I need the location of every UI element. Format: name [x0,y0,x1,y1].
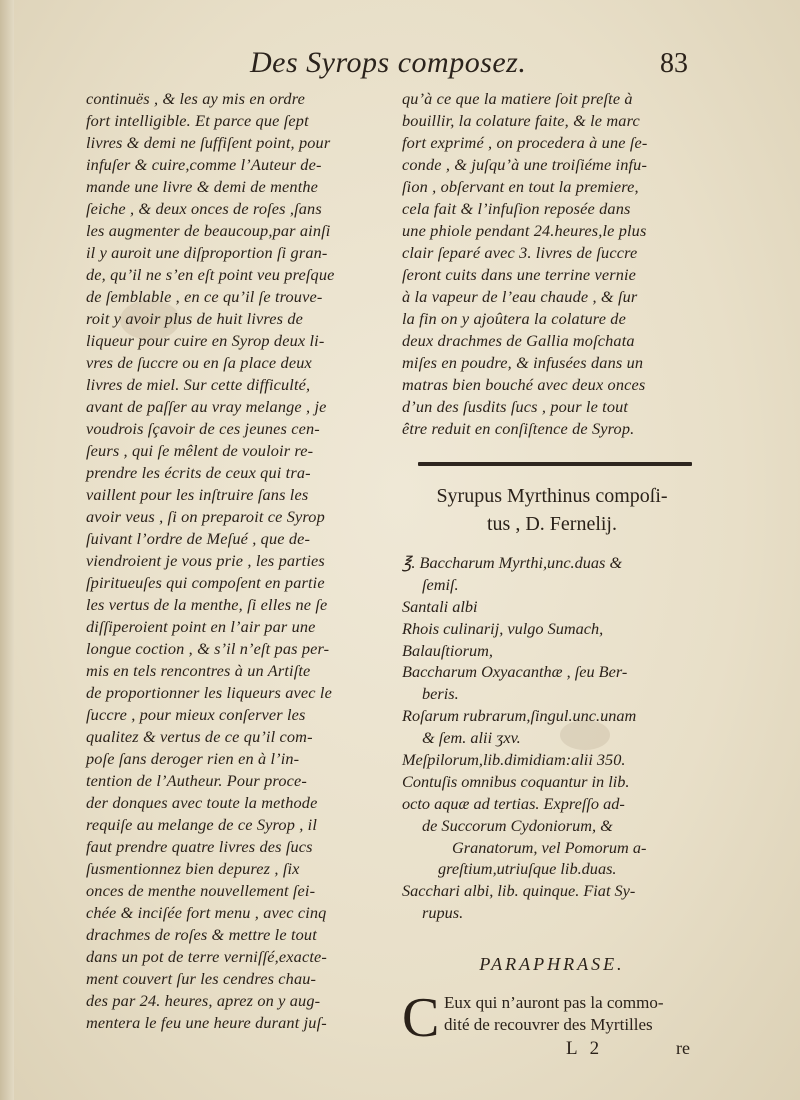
recipe-text [402,552,702,924]
recipe-line: rupus. [422,903,464,923]
recipe-line: octo aquæ ad tertias. Expreſſo ad- [402,793,625,813]
text-line: ſeiche , & deux onces de roſes ,ſans [86,199,322,218]
drop-capital: C [402,987,440,1049]
text-line: les vertus de la menthe, ſi elles ne ſe [86,595,328,614]
text-line: être reduit en conſiſtence de Syrop. [402,419,635,438]
signature-mark: L 2 [566,1038,604,1059]
text-line: ſusmentionnez bien depurez , ſix [86,859,300,878]
text-line: infuſer & cuire,comme l’Auteur de- [86,155,322,174]
text-line: ſpiritueuſes qui compoſent en partie [86,573,325,592]
text-line: mentera le feu une heure durant juſ- [86,1013,327,1032]
recipe-line: & ſem. alii ʒxv. [422,728,521,748]
text-line: d’un des ſusdits ſucs , pour le tout [402,397,629,416]
text-line: onces de menthe nouvellement ſei- [86,881,316,900]
running-title: Des Syrops composez. [250,46,527,79]
recipe-line: de Succorum Cydoniorum, & [422,815,613,835]
recipe-line: Contuſis omnibus coquantur in lib. [402,771,630,791]
text-line: liqueur pour cuire en Syrop deux li- [86,331,325,350]
text-line: requiſe au melange de ce Syrop , il [86,815,318,834]
text-line: bouillir, la colature faite, & le marc [402,111,640,130]
recipe-line: ſemiſ. [422,574,459,594]
recipe-line: Balauſtiorum, [402,640,493,660]
text-line: vres de ſuccre ou en ſa place deux [86,353,312,372]
text-line: des par 24. heures, aprez on y aug- [86,991,321,1010]
text-line: cela fait & l’infuſion reposée dans [402,199,631,218]
text-line: conde , & juſqu’à une troiſiéme infu- [402,155,648,174]
recipe-line: ℥. Baccharum Myrthi,unc.duas & [402,553,623,572]
text-line: livres & demi ne ſuffiſent point, pour [86,133,331,152]
text-line: la fin on y ajoûtera la colature de [402,309,626,328]
text-line: clair ſeparé avec 3. livres de ſuccre [402,243,638,262]
text-line: les augmenter de beaucoup,par ainſi [86,221,331,240]
text-line: avant de paſſer au vray melange , je [86,397,327,416]
text-line: vaillent pour les inſtruire ſans les [86,485,309,504]
text-line: avoir veus , ſi on preparoit ce Syrop [86,507,325,526]
text-line: une phiole pendant 24.heures,le plus [402,221,647,240]
heading-line: Syrupus Myrthinus compoſi- [436,485,668,507]
left-text-column [86,88,380,1034]
text-line: poſe ſans deroger rien en à l’in- [86,749,300,768]
recipe-line: Granatorum, vel Pomorum a- [452,837,647,857]
text-line: de, qu’il ne s’en eſt point veu preſque [86,265,335,284]
text-line: continuës , & les ay mis en ordre [86,89,305,108]
text-line: qualitez & vertus de ce qu’il com- [86,727,313,746]
recipe-line: Santali albi [402,596,478,616]
text-line: dans un pot de terre verniſſé,exacte- [86,947,327,966]
text-line: matras bien bouché avec deux onces [402,375,646,394]
text-line: ment couvert ſur les cendres chau- [86,969,317,988]
recipe-line: Roſarum rubrarum,ſingul.unc.unam [402,706,637,726]
recipe-line: Meſpilorum,lib.dimidiam:alii 350. [402,750,626,770]
recipe-line: beris. [422,684,459,704]
heading-line: tus , D. Fernelij. [487,513,617,535]
text-line: de proportionner les liqueurs avec le [86,683,332,702]
text-line: Eux qui n’auront pas la commo- [444,993,664,1012]
text-line: diſſiperoient point en l’air par une [86,617,316,636]
text-line: der donques avec toute la methode [86,793,318,812]
text-line: faut prendre quatre livres des ſucs [86,837,313,856]
text-line: fort intelligible. Et parce que ſept [86,111,309,130]
paraphrase-text [444,992,702,1036]
text-line: mis en tels rencontres à un Artiſte [86,661,311,680]
text-line: tention de l’Autheur. Pour proce- [86,771,307,790]
text-line: à la vapeur de l’eau chaude , & ſur [402,287,638,306]
page-edge-shadow [0,0,14,1100]
text-line: de ſemblable , en ce qu’il ſe trouve- [86,287,323,306]
text-line: voudrois ſçavoir de ces jeunes cen- [86,419,320,438]
text-line: mande une livre & demi de menthe [86,177,319,196]
recipe-line: greſtium,utriuſque lib.duas. [438,859,617,879]
text-line: ſion , obſervant en tout la premiere, [402,177,639,196]
recipe-line: Sacchari albi, lib. quinque. Fiat Sy- [402,881,636,901]
text-line: ſuivant l’ordre de Meſué , que de- [86,529,311,548]
text-line: fort exprimé , on procedera à une ſe- [402,133,648,152]
text-line: ſeront cuits dans une terrine vernie [402,265,637,284]
page-number: 83 [660,48,688,79]
recipe-line: Baccharum Oxyacanthæ , ſeu Ber- [402,662,628,682]
text-line: il y auroit une diſproportion ſi gran- [86,243,328,262]
paraphrase-heading: PARAPHRASE. [479,954,625,974]
text-line: longue coction , & s’il n’eſt pas per- [86,639,330,658]
text-line: deux drachmes de Gallia moſchata [402,331,635,350]
section-rule [418,462,692,466]
recipe-heading [402,482,702,538]
text-line: livres de miel. Sur cette difficulté, [86,375,311,394]
text-line: drachmes de roſes & mettre le tout [86,925,317,944]
text-line: prendre les écrits de ceux qui tra- [86,463,311,482]
text-line: roit y avoir plus de huit livres de [86,309,304,328]
catchword: re [676,1038,690,1058]
text-line: miſes en poudre, & infusées dans un [402,353,644,372]
text-line: qu’à ce que la matiere ſoit preſte à [402,89,633,108]
right-text-column [402,88,700,440]
text-line: dité de recouvrer des Myrtilles [444,1015,653,1034]
running-header [0,46,800,86]
recipe-line: Rhois culinarij, vulgo Sumach, [402,618,604,638]
text-line: ſeurs , qui ſe mêlent de vouloir re- [86,441,314,460]
text-line: chée & inciſée fort menu , avec cinq [86,903,327,922]
text-line: ſuccre , pour mieux conſerver les [86,705,306,724]
text-line: viendroient je vous prie , les parties [86,551,325,570]
